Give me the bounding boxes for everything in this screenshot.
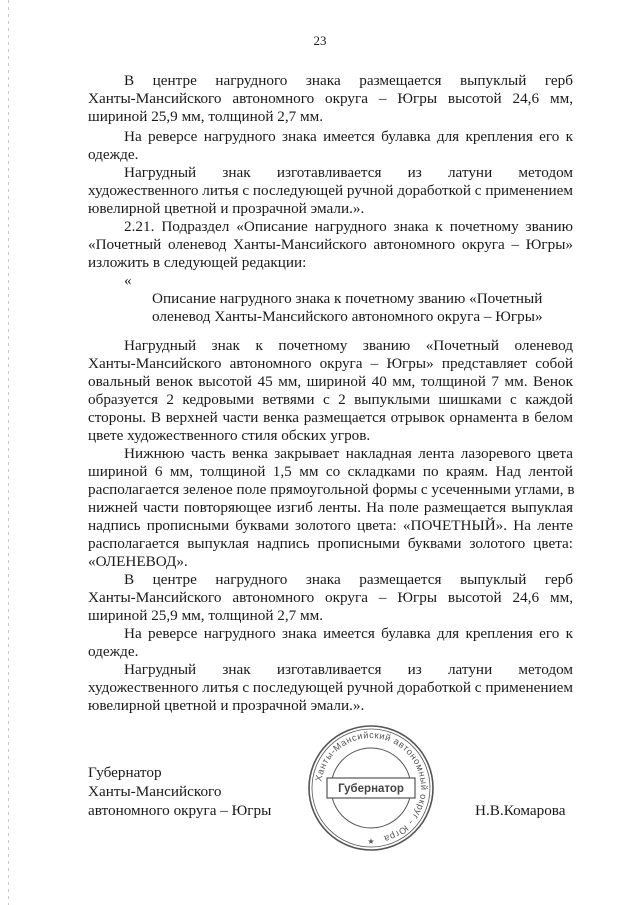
- signatory-title: Губернатор: [88, 764, 162, 781]
- paragraph-line: стороны. В верхней части венка размещается отрывок орнамента в белом: [88, 409, 573, 426]
- paragraph-line: шириной 25,9 мм, толщиной 2,7 мм.: [88, 607, 324, 624]
- paragraph-line: художественного литья с последующей ручной доработкой с применением: [88, 679, 573, 696]
- paragraph-line: шириной 25,9 мм, толщиной 2,7 мм.: [88, 108, 324, 125]
- paragraph-line: цвете художественного стиля обских угров.: [88, 427, 371, 444]
- star-icon: ★: [367, 837, 375, 846]
- paragraph-line: ювелирной цветной и прозрачной эмали.».: [88, 697, 365, 714]
- signatory-title: автономного округа – Югры: [88, 802, 272, 819]
- official-stamp: [305, 722, 437, 854]
- paragraph-line: ювелирной цветной и прозрачной эмали.».: [88, 200, 365, 217]
- scan-edge: [8, 0, 9, 905]
- paragraph-line: изложить в следующей редакции:: [88, 254, 307, 271]
- paragraph-line: овальный венок высотой 45 мм, шириной 40 мм, толщиной 7 мм. Венок: [88, 373, 573, 390]
- paragraph-line: Ханты-Мансийского автономного округа – Югры высотой 24,6 мм,: [88, 589, 573, 606]
- paragraph-line: На реверсе нагрудного знака имеется булавка для крепления его к: [124, 625, 573, 642]
- signatory-title: Ханты-Мансийского: [88, 783, 222, 800]
- paragraph-line: нижней части повторяющее изгиб ленты. На поле размещается выпуклая: [88, 499, 573, 516]
- opening-quote: «: [124, 272, 132, 289]
- paragraph-line: В центре нагрудного знака размещается выпуклый герб: [124, 72, 573, 89]
- paragraph-line: художественного литья с последующей ручной доработкой с применением: [88, 182, 573, 199]
- section-heading-line: Описание нагрудного знака к почетному званию «Почетный: [152, 290, 543, 307]
- paragraph-line: Нагрудный знак изготавливается из латуни методом: [124, 661, 573, 678]
- paragraph-line: надпись прописными буквами золотого цвета: «ПОЧЕТНЫЙ». На ленте: [88, 517, 573, 534]
- paragraph-line: шириной 6 мм, толщиной 1,5 мм со складками по краям. Над лентой: [88, 463, 573, 480]
- paragraph-line: располагается зеленое поле прямоугольной формы с усеченными углами, в: [88, 481, 575, 498]
- paragraph-line: На реверсе нагрудного знака имеется булавка для крепления его к: [124, 128, 573, 145]
- paragraph-line: Ханты-Мансийского автономного округа – Югры» представляет собой: [88, 355, 573, 372]
- paragraph-line: одежде.: [88, 643, 139, 660]
- paragraph-line: «ОЛЕНЕВОД».: [88, 553, 188, 570]
- section-heading-line: оленевод Ханты-Мансийского автономного округа – Югры»: [152, 308, 543, 325]
- stamp-center-text: Губернатор: [338, 783, 404, 795]
- paragraph-line: располагается выпуклая надпись прописными буквами золотого цвета:: [88, 535, 573, 552]
- paragraph-line: образуется 2 кедровыми ветвями с 2 выпуклыми шишками с каждой: [88, 391, 573, 408]
- paragraph-line: одежде.: [88, 146, 139, 163]
- page-number: 23: [313, 33, 327, 48]
- paragraph-line: Ханты-Мансийского автономного округа – Югры высотой 24,6 мм,: [88, 90, 573, 107]
- paragraph-line: «Почетный оленевод Ханты-Мансийского автономного округа – Югры»: [88, 236, 573, 253]
- paragraph-line: В центре нагрудного знака размещается выпуклый герб: [124, 571, 573, 588]
- paragraph-line: Нагрудный знак к почетному званию «Почетный оленевод: [124, 337, 573, 354]
- signatory-name: Н.В.Комарова: [475, 802, 566, 819]
- paragraph-line: 2.21. Подраздел «Описание нагрудного знака к почетному званию: [124, 218, 573, 235]
- paragraph-line: Нагрудный знак изготавливается из латуни методом: [124, 164, 573, 181]
- paragraph-line: Нижнюю часть венка закрывает накладная лента лазоревого цвета: [124, 445, 573, 462]
- stamp-ring-text: Ханты-Мансийский автономный округ - Югра: [313, 729, 430, 845]
